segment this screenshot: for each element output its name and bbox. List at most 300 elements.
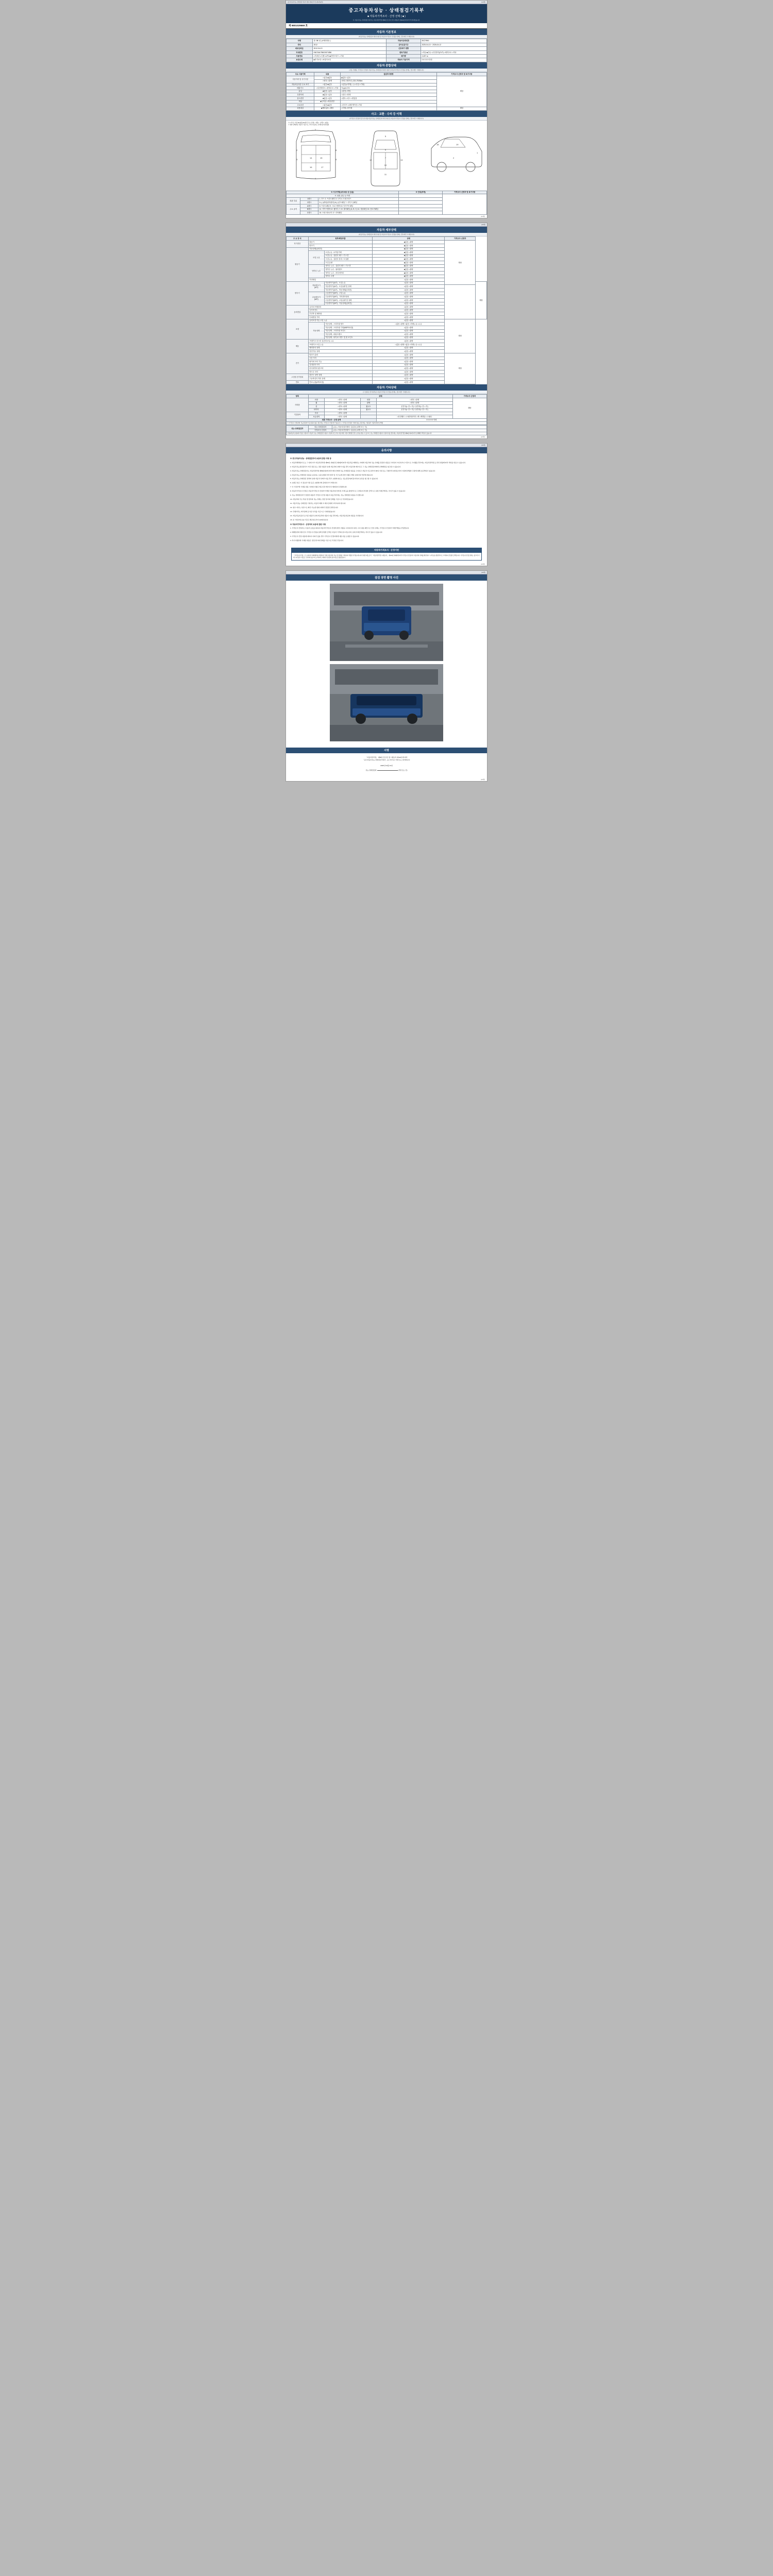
sig-value-1: (주)○○자동차진단평가 / 홍길동 (서명 또는 인) [332, 429, 487, 432]
appraiser-col-3: 해당 [445, 319, 476, 353]
state-pw-1: □없음 □불량 [373, 309, 445, 312]
part-el-4: 라디에이터 팬 모터 [308, 367, 372, 370]
inspection-photo-2 [330, 664, 443, 741]
state-el-0: □없음 □불량 [373, 353, 445, 357]
state-st-0: □없음 □불량 [373, 319, 445, 323]
state-tr-6: □없음 □불량 [373, 302, 445, 306]
regcard-content: □없음 ■있음 [314, 83, 341, 87]
accident-legend-mid: ※ 단위(부재) [398, 191, 443, 194]
final-price-label: 최종 가격조사 · 산정 금액 [287, 418, 377, 422]
row-label-usechange: 용도변경 [287, 97, 314, 100]
svg-text:10: 10 [384, 163, 386, 166]
usage-content-1: □양호 □불량 [314, 79, 341, 83]
state-br-2: □없음 □불량 [373, 346, 445, 350]
svg-text:3: 3 [296, 158, 298, 161]
svg-text:2: 2 [296, 148, 298, 151]
col-other-appraiser: 가격조사·산정자 [452, 394, 486, 398]
other-a-4: 속마 [308, 412, 324, 415]
part-tr-1: 자동변속기(A/T) - 오일유량 및 상태 [324, 285, 372, 289]
value-plate-no: 83루3961 [421, 39, 486, 43]
state-tr-3: □없음 □불량 [373, 292, 445, 295]
label-warranty: 보증유형 [287, 58, 313, 62]
state-sd-1: ■없음 □불량 [373, 244, 445, 247]
document-title: 중고자동차성능 · 상태점검기록부 [348, 8, 425, 13]
part-pw-0: 클러치 어셈블리 [308, 306, 372, 309]
part-en-1: 오일누유 - 로커암커버 [324, 251, 372, 255]
part-en-3: 오일누유 - 실린더 블록 / 오일팬 [324, 258, 372, 261]
appraiser-note: 해당 [436, 76, 486, 107]
notice-heading-1: ※ 중고자동차성능 · 상태점검자의 보증에 관한 사항 등 [290, 457, 331, 460]
overall-table [286, 72, 487, 111]
row-label-color: 색상 [287, 100, 314, 104]
usage-checker-1: 현재 주행거리 | 221,7919km [341, 79, 437, 83]
appraiser-col-4: 해당 [445, 353, 476, 384]
signature-title: 서명 [286, 748, 487, 753]
state-en-7: ■없음 □불량 [373, 271, 445, 275]
notice-item-2: 4. 특기사항란에 기재된 내용은 점검 당시의 상태를 기준으로 작성된 것입니다. [290, 539, 344, 542]
part-fu-0: 연료누출(LPG포함) [308, 380, 372, 384]
sig-role-0: 성능·상태점검자 [308, 426, 332, 429]
notice-item: 8. 자동차가격조사·산정은 자동차가격조사·산정자가 해당 자동차의 상태 및 시세 등을 종합적으로 고려하여 산정한 금액으로 실제 거래금액과는 차이가 있을 수 있습니다. [290, 490, 406, 493]
other-subtitle: (※ 항목은 휴식대부분 자동차가격조사·산정을 함께는 경우에만 기재합니다) [286, 391, 487, 394]
signature-seal-note: (서명 또는 인) [398, 769, 408, 772]
table-row [287, 394, 487, 398]
table-row [287, 241, 487, 244]
part-tr-6: 수동변속기(M/T) - 작동상태(공회전) [324, 302, 372, 306]
state-en-2: ■없음 □불량 [373, 254, 445, 258]
other-a-5: 보유내역 [308, 415, 324, 419]
inspection-photo-2-image [330, 664, 443, 741]
page-2 [285, 223, 488, 439]
svg-text:12: 12 [369, 158, 372, 161]
other-ao-1: □양호 □불량 [324, 401, 360, 405]
car-side-left-diagram [289, 128, 343, 190]
part-en-4: 오일 유량 [324, 261, 372, 265]
col-main-device: 주 요 장 치 [287, 236, 309, 240]
svg-text:13: 13 [400, 158, 402, 161]
row-label-recall: 리콜대상 [287, 107, 314, 110]
table-row [287, 76, 487, 80]
group-highvoltage: 고전원 전기장치 [287, 374, 309, 380]
notice-item: 14. 자동차등록증상 표기된 내용과 실제 자동차의 내용이 다를 경우에는 자동차등록증의 내용을 우선합니다. [290, 514, 364, 517]
page-4-footer: (4/4면) [481, 779, 485, 781]
part-st-0: 동력조향 작동 오일 누유 [308, 319, 372, 323]
other-bo-4 [377, 412, 453, 415]
state-en-0: ■없음 □불량 [373, 247, 445, 251]
state-st-3: □없음 □불량 [373, 329, 445, 333]
col-checker: 점검자사항명 [341, 72, 437, 76]
accident-parts-2: 5. (○)쿼터(리어펜더) 6.(○)루프패널 7. 사이드실패널 [318, 201, 399, 205]
basic-info-title: 자동차 기본정보 [286, 29, 487, 35]
accident-title: 사고 · 교환 · 수리 등 이력 [286, 111, 487, 117]
notice-item: 7. 이 기록부에 기재된 내용 이외의 사항은 매도인과 매수인이 협의하여 결정합니다. [290, 486, 347, 488]
state-el-5: □없음 □불량 [373, 370, 445, 374]
label-plate-no: 자동차등록번호 [386, 39, 421, 43]
table-row [287, 194, 487, 198]
part-el-0: 발전기 출력 [308, 353, 372, 357]
tuning-checker: □불법 □적법 [341, 90, 437, 93]
accident-unit-a [398, 205, 443, 208]
appraisal-definition-title: 자동차가격조사 · 산정이란 [292, 548, 481, 553]
accident-legend-left: ※ 사고이력(교차/대수 등 있음) [287, 191, 399, 194]
col-other-item: 항목 [287, 394, 309, 398]
svg-text:4: 4 [314, 177, 316, 180]
state-en-9: □없음 □불량 [373, 278, 445, 282]
notice-item: 11. 자동차성능·상태점검 기록부는 자동차 매매 시 매수인에게 교부하여야 합니다. [290, 502, 346, 505]
color-content: ■무색상 □색상변경 [314, 100, 341, 104]
table-row [287, 353, 487, 357]
state-br-1: □없음 □불량 □없음 □미세누유 □누유 [373, 343, 445, 347]
table-row [287, 50, 487, 54]
color-checker [341, 100, 437, 104]
svg-text:9: 9 [335, 158, 337, 161]
row-label-special: 특별이력 [287, 93, 314, 97]
part-en-9: 커먼레일 [308, 278, 372, 282]
detail-subtitle: (자동차성능·상태점검자 확인사항 및 자동차가격조사·산정을 함께는 경우에만 기재합니다) [286, 233, 487, 236]
accident-rank-2: 2랭크 [300, 201, 318, 205]
label-misc: 신관세기 경환 [386, 47, 421, 50]
value-inspection-valid: 2025-04-13 ~ 2026-04-12 [421, 43, 486, 46]
tuning-content: ■없음 □있음 [314, 90, 341, 93]
part-el-3: 실내송풍 모터 [308, 363, 372, 367]
other-table [286, 394, 487, 426]
usechange-content: ■없음 □있음 [314, 97, 341, 100]
state-st-2: □없음 □불량 [373, 326, 445, 329]
state-pw-3: □없음 □불량 [373, 316, 445, 319]
part-en-5: 냉각수 누수 - 실린더 헤드 / 가스켓 [324, 264, 372, 268]
accident-group-frame: 주요 골격 [287, 205, 300, 215]
signature-block-table [286, 425, 487, 435]
table-row [287, 306, 487, 309]
table-row [287, 398, 487, 402]
state-tr-1: □없음 □불량 [373, 285, 445, 289]
state-en-1: ■없음 □불량 [373, 251, 445, 255]
page-2-topbar [286, 223, 487, 227]
table-row [287, 418, 487, 422]
col-other-state: 상태 [308, 394, 452, 398]
emission-content: □일산화탄소 □탄화수소 □기타 [314, 87, 341, 90]
part-sd-0: 원동기 [308, 241, 372, 244]
part-sd-1: 변속기 [308, 244, 372, 247]
table-row [287, 319, 487, 323]
signature-line-2: 「중고자동차성능·상태점검기록부」를 교부하고 서명 또는 날인합니다. [362, 759, 411, 761]
label-base-price: 자동차 기준가격 [386, 58, 421, 62]
value-fuel: □가솔린 □디젤 □LPG ■하이브리드 □기타 [312, 54, 386, 58]
group-basic-items: 기본품목 [287, 412, 309, 418]
other-title: 자동차 기타상태 [286, 384, 487, 391]
table-row [287, 316, 487, 319]
sub-coolant-leak: 냉각수 누수 [308, 264, 324, 278]
record-number-row [286, 23, 487, 29]
part-en-8: 냉각수 수량 [324, 275, 372, 278]
car-top-diagram [362, 128, 409, 190]
state-el-4: □없음 □불량 [373, 367, 445, 370]
accident-subtitle: (가격조사·산정자 및 특기사항 자동차성능·상태점검자 확인사항 및 자동차가격조사·산정을 함께는 경우에만 기재합니다) [286, 117, 487, 121]
basic-info-subtitle: (자동차성능·상태점검자 확인사항 및 자동차가격조사·산정을 함께는 경우에만 기재합니다) [286, 35, 487, 39]
group-engine: 원동기 [287, 247, 309, 281]
part-en-2: 오일누유 - 실린더 헤드 / 가스켓 [324, 254, 372, 258]
table-row [287, 312, 487, 316]
notice-item: 15. 본 기록부의 유효기간은 발급일로부터 120일입니다. [290, 518, 329, 521]
accident-parts-unit [398, 194, 443, 198]
final-price-value: 0 0 0 0 0 만원 [377, 418, 487, 422]
svg-text:11: 11 [384, 173, 386, 176]
accident-rank-c: C랭크 [300, 211, 318, 215]
recall-content: ■해당없음 □해당 [314, 107, 341, 110]
accident-note-2: ※ 위와 당해부분 상용부 기준으로, 기타 자동차는 상세부분에 한정함 [288, 124, 329, 126]
notice-item: 5. 자동차성능·상태점검 결과와 실제 자동차 상태가 다를 경우 보험회사(또는 성능점검자)에 통지하여 보상을 청구할 수 있습니다. [290, 478, 378, 480]
row-label-options: 주요옵션 [287, 104, 314, 107]
part-pw-2: 추진축 및 베어링 [308, 312, 372, 316]
sub-manual-trans: 수동변속기 (M/T) [308, 292, 324, 306]
notice-item: 3. 자동차성능·상태점검자는 자동차관리법 제58조의4에 따라 매수인에게 성능·상태점검 내용을 고지하고 자동차 인도일부터 30일 이내 또는 주행거리 2천킬로미터 이내에 발생한 고장에 대해 보증책임이 있습니다. [290, 469, 435, 472]
svg-text:17: 17 [321, 165, 324, 168]
part-br-0: 브레이크 마스터 실린더오일 누유 [308, 340, 372, 343]
accident-parts-a: 8. 프론트패널 9. 크로스멤버 10. 인사이드패널 [318, 205, 399, 208]
detail-title: 자동차 세부상태 [286, 227, 487, 233]
row-label-usage: 사용이력 및 특기사항 [287, 76, 314, 83]
notice-item-2: 1. 가격조사·산정자는 이용자 보호를 위하여 자동차가격조사·산정에 관한 사항을 고지하여야 하며, 고지 내용 위반으로 인한 손해는 가격조사·산정자가 배상책임을 부담합니다. [290, 527, 410, 530]
svg-text:2: 2 [453, 156, 455, 159]
col-appraiser: 가격조사·산정자 및 특기사항 [436, 72, 486, 76]
table-row [287, 432, 487, 435]
notice-item-2: 3. 가격조사·산정 내용에 대하여 이의가 있을 경우 가격조사·산정자에게 재조사를 요청할 수 있습니다. [290, 535, 360, 538]
signature-line-1: 「자동차관리법」 제58조 및 같은 법 시행규칙 제120조에 따라 [365, 756, 408, 758]
group-brake: 제동 [287, 340, 309, 353]
notice-item: 10. 자동차의 주요 부품 및 장치의 성능·상태는 점검 당시의 상태를 기준으로 작성되었습니다. [290, 498, 354, 501]
table-row [287, 54, 487, 58]
usage-content-0: □있음 ■없음 [314, 76, 341, 80]
detail-table [286, 236, 487, 384]
signature-line-field [377, 770, 398, 771]
page-4-number: (4/4면) [481, 571, 485, 573]
accident-parts-b: 11. 사이드멤버 12. 휠하우스 13. 필러패널 (A, B, C) 14. 대쉬패널 15. 플로어패널 [318, 208, 399, 211]
inspection-photo-1 [330, 584, 443, 661]
page-1-footer: (1/4면) [481, 215, 485, 217]
other-b-3: 휠시트 [360, 408, 376, 412]
svg-text:16: 16 [310, 165, 312, 168]
svg-text:5: 5 [384, 134, 386, 138]
overall-subtitle: (사용·주행중, 가격조사·산정자 자동차성능·상태점검자 확인사항 및 자동차가격조사·산정을 함께는 경우에만 기재합니다) [286, 69, 487, 72]
group-fuel: 연료 [287, 380, 309, 384]
group-aftermarket: 사외품 [287, 398, 309, 412]
state-el-1: □없음 □불량 [373, 357, 445, 360]
notice-item-2: 2. 매매업자와 매수인이 가격조사·산정을 통해 결정한 금액은 자동차 가격의 참고자료이며, 실제 거래금액과는 차이가 있을 수 있습니다. [290, 531, 383, 534]
label-inspect-date: 성능·상태점검자 [287, 426, 309, 432]
col-content: 내용 [314, 72, 341, 76]
value-displacement: 2,497 cc [421, 54, 486, 58]
accident-legend-right: 가격조사·산정자 및 특기사항 [443, 191, 487, 194]
svg-text:1: 1 [314, 128, 316, 131]
page-1-topbar [286, 1, 487, 4]
accident-note-1: ※ (사고로 기준) ■ (없음) ■ (판금 또는 용접) · 대물) · (교환) · (없음) · [288, 122, 329, 124]
other-a-2: 룸 [308, 405, 324, 409]
record-number-suffix: 호 [305, 24, 308, 27]
photos-body [286, 584, 487, 741]
row-label-regcard: 자동차등록증 주요 표기 [287, 83, 314, 87]
photos-title: 점검 장면 촬영 사진 [286, 574, 487, 581]
state-br-3: □없음 □불량 [373, 350, 445, 353]
notice-item: 13. 주행거리는 계기판에 표시된 수치를 기준으로 기재하였습니다. [290, 510, 336, 513]
table-row [287, 191, 487, 194]
signature-date: 2025년 04월 13일 [380, 765, 393, 767]
state-st-4: □없음 □불량 [373, 333, 445, 336]
options-content: □없음 ■있음 [314, 104, 341, 107]
state-br-0: □없음 □불량 [373, 340, 445, 343]
svg-text:1: 1 [477, 151, 478, 154]
state-en-3: ■없음 □불량 [373, 258, 445, 261]
notice-item: 12. 침수 여부는 육안으로 확인 가능한 범위 내에서 점검한 결과입니다. [290, 506, 339, 509]
signature-body [286, 753, 487, 775]
other-ao-5: □양호 □불량 [324, 415, 360, 419]
state-st-1: □없음 □불량 □없음 □미세누유 □누유 [373, 323, 445, 326]
accident-parts-1: 1. 후드 2. 프론트펜더 3. 도어 4. 트렁크리드 [318, 197, 399, 201]
value-car-name: 봉고Ⅲ 1톤 (4세대냉동 ) [312, 39, 386, 43]
label-displacement: 배기량 [386, 54, 421, 58]
signature-role: 성능·상태점검자 [365, 769, 377, 772]
recall-checker: □이행 □미이행 [341, 107, 437, 110]
part-br-1: 브레이크 오일 누유 [308, 343, 372, 347]
document-header [286, 4, 487, 23]
appraisal-definition-box [291, 548, 482, 561]
state-en-8: ■없음 □불량 [373, 275, 445, 278]
sub-auto-trans: 자동변속기 (A/T) [308, 281, 324, 292]
page-4 [285, 570, 488, 782]
sig-value-0: (주)○○자동차검사정비 / 홍길동 (서명 또는 인) [332, 426, 487, 429]
appraiser-col-1: 해당 [445, 241, 476, 285]
accident-unit-c [398, 211, 443, 215]
state-en-5: ■없음 □불량 [373, 264, 445, 268]
record-number-prefix: 제 [289, 24, 291, 27]
table-row [287, 426, 487, 429]
other-a-1: 휠 [308, 401, 324, 405]
part-tr-3: 수동변속기(M/T) - 오일누유 [324, 292, 372, 295]
notice-title: 유의사항 [286, 447, 487, 453]
value-transmission: □자동 ■수동 □무단변속(CVT) □세미오토 □기타 [421, 50, 486, 54]
state-en-6: ■없음 □불량 [373, 268, 445, 272]
other-bo-3: 운전석(□ 전 □ 후) / 동반석(□ 전 □ 후) [377, 408, 453, 412]
label-year: 연식 [287, 43, 313, 46]
car-side-right-diagram [427, 128, 484, 190]
signature-section [286, 744, 487, 778]
label-fuel: 사용연료 [287, 54, 313, 58]
part-tr-2: 자동변속기(A/T) - 작동상태(공회전) [324, 289, 372, 292]
accident-parts-c: 16. 트렁크플로어 17. 리어패널 [318, 211, 399, 215]
other-bo-2: 운전석(□ 전 □ 후) / 동반석(□ 전 □ 후) [377, 405, 453, 409]
table-row [287, 422, 487, 425]
table-row [287, 292, 487, 295]
legal-note: 보험(자동차보험)에 가입된 사업자가 자동차 성능·상태점검한 내용이 사실과 다르거나 자동차에 고장이 발생한 경우 보상을 받을 수 있으며, 성능·상태점검 내용이 사실과 다를 경우에는 자동차관리법 제58조의4에 따라 손해배상 책임이 있습니다. [287, 432, 487, 435]
state-sd-0: ■없음 □불량 [373, 241, 445, 244]
accident-unit-b [398, 208, 443, 211]
other-b-4 [360, 412, 376, 415]
table-row [287, 429, 487, 432]
special-checker: □침수 □화재 [341, 93, 437, 97]
document-subtitle: ■ 자동차가격조사 · 산정 선택 ( ■ ) [367, 15, 406, 18]
car-diagram [286, 127, 487, 191]
page-1 [285, 0, 488, 218]
appraiser-col-2: 해당 [476, 281, 487, 319]
accident-parts-label: ※ 교환, 판금 등 이력 [287, 194, 399, 198]
state-fu-0: □없음 □불량 [373, 380, 445, 384]
col-appraiser-2: 가격조사·산정자 [445, 236, 476, 240]
label-transmission: 변속기종류 [386, 50, 421, 54]
svg-text:18: 18 [436, 143, 439, 146]
svg-text:7: 7 [384, 156, 386, 159]
part-hv-1: 구동축전지 격리 상태 [308, 377, 372, 381]
group-self-diagnosis: 자기진단 [287, 241, 309, 247]
other-a-3: 타이어 [308, 408, 324, 412]
other-ao-3: □양호 □불량 [324, 408, 360, 412]
other-b-5 [360, 415, 376, 419]
state-tr-5: □없음 □불량 [373, 298, 445, 302]
group-powertrain: 동력전달 [287, 306, 309, 319]
part-el-1: 시동 모터 [308, 357, 372, 360]
accident-rank-1: 1랭크 [300, 197, 318, 201]
page-3-footer: (3/4면) [481, 563, 485, 565]
options-checker: □선루프 □내비게이션 □기타 [341, 104, 437, 107]
part-hv-0: 충전구 절연 상태 [308, 374, 372, 377]
value-warranty: ■자가보증 □보험사보증 [312, 58, 386, 62]
state-tr-4: □없음 □불량 [373, 295, 445, 299]
table-row [287, 236, 487, 240]
part-pw-1: 등속조인트 [308, 309, 372, 312]
part-el-5: 윈도우 모터 [308, 370, 372, 374]
part-br-2: 배력장치 상태 [308, 346, 372, 350]
state-el-3: □없음 □불량 [373, 363, 445, 367]
label-car-name: 차명 [287, 39, 313, 43]
part-en-0: 작동상태(공회전) [308, 247, 372, 251]
record-number-value: 9801029669 [291, 24, 305, 27]
regcard-checker: □있음(□적색(○,○) □수입 □기타) [341, 83, 437, 87]
accident-group-outer: 외판 부위 [287, 197, 300, 204]
part-st-4: 작동상태 - 파워크랭크 [324, 333, 372, 336]
page-2-footer: (2/4면) [481, 436, 485, 438]
other-b-1: 광택 [360, 401, 376, 405]
recall-appraiser: 해당 [436, 107, 486, 110]
part-pw-3: 디퍼렌셜 기어 [308, 316, 372, 319]
notice-item: 9. 성능·상태점검자가 점검한 내용과 가격조사·산정 내용이 다를 경우에는 성능·상태점검 내용을 우선합니다. [290, 494, 364, 497]
state-st-5: □없음 □불량 [373, 336, 445, 340]
state-pw-0: □없음 □불량 [373, 306, 445, 309]
value-first-reg: 2012-04-13 [312, 47, 386, 50]
notice-item: 1. 자동차해체업자 또는 그 밖의 자가 자동차관리법 제58조 제1항 및 제2항에 따라 자동차를 매매하는 자에게 자동차의 성능·상태를 점검한 내용을 고지하지 아니하거나 거짓으로 고지했을 경우에는 자동차관리법 등 관련 법령에 따라 처벌을 받을 수 있습니다. [290, 461, 466, 464]
notice-heading-2: ※ 자동차가격조사 · 산정자의 보증에 관한 사항 [290, 523, 326, 526]
group-electric: 전기 [287, 353, 309, 374]
notice-item: 2. 자동차성능점검장치가 거짓 점검 또는 점검 내용과 실제 자동차의 상태가 다를 경우 자동차의 매수인은 그 성능·상태점검자에게 손해배상을 청구할 수 있습니다. [290, 465, 401, 468]
other-a-0: 외장 [308, 398, 324, 402]
state-el-2: □없음 □불량 [373, 360, 445, 364]
appraisal-definition-body: 「가격조사·산정」은 소비자가 매매계약을 체결하기 전에 자동차의 성능 및 상태를 고려하여 적정한 가격을 제시하기 위한 제도로서 「자동차관리법 시행규칙」 제120조 제2항에 따라 가격조사·산정자가 자동차의 상태를 확인하고 시세 등을 종합적으로 고려하여 산정한 금액입니다. 가격조사·산정 결과는 중고차 거래 시의 참고 자료로 구속력이 없으며 소비자의 구매여부 결정에 참고자료로 활용됩니다. [293, 554, 480, 558]
other-bo-5: □안전벨트 □스페어타이어 □잭 □잭핸들 □스패너 [377, 415, 453, 419]
table-row [287, 72, 487, 76]
overall-title: 자동차 종합상태 [286, 62, 487, 69]
label-inspection-valid: 검사유효기간 [386, 43, 421, 46]
page-1-top-label: 중고자동차성능·상태점검기록부 (별지 제3호서식) 제1쪽(4면) [288, 2, 323, 3]
part-en-6: 냉각수 누수 - 워터펌프 [324, 268, 372, 272]
other-ao-4: □양호 □불량 [324, 412, 360, 415]
sub-operation-state: 작동상태 [308, 323, 324, 340]
state-tr-2: □없음 □불량 [373, 289, 445, 292]
part-tr-4: 수동변속기(M/T) - 기어변속장치 [324, 295, 372, 299]
svg-text:14: 14 [310, 156, 312, 159]
svg-text:6: 6 [384, 148, 386, 151]
row-label-tuning: 튜닝 [287, 90, 314, 93]
part-st-1: 작동상태 - 스티어링 펌프 [324, 323, 372, 326]
col-state: 상태 [373, 236, 445, 240]
value-base-price: 0 0 0 0 0 만원 [421, 58, 486, 62]
page-1-number: (1/4면) [481, 2, 485, 3]
